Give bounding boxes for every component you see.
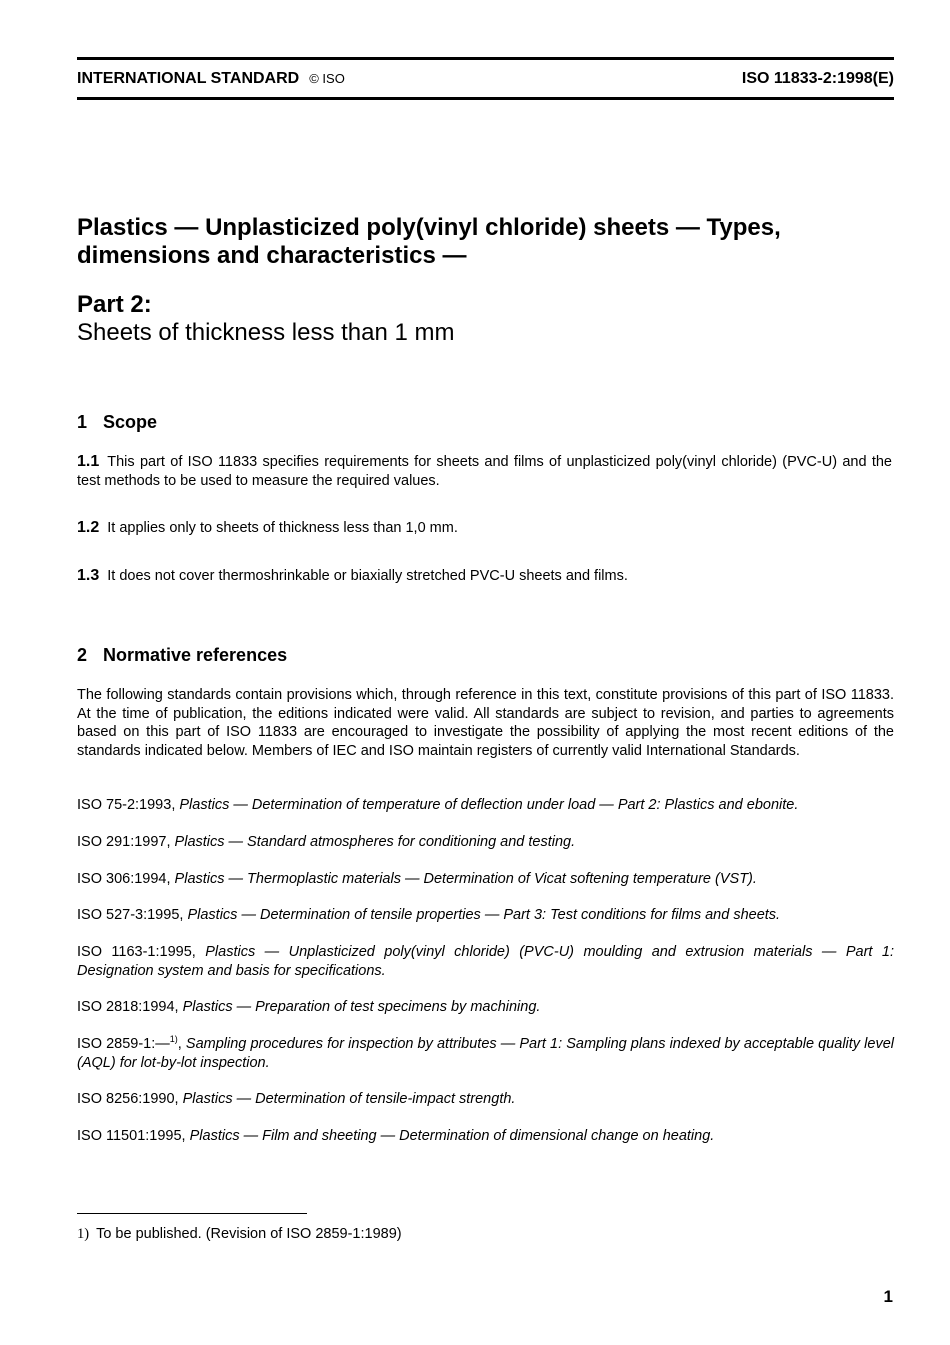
clause-number: 1.1 bbox=[77, 453, 100, 470]
reference-title: Plastics — Determination of tensile-impact strength. bbox=[182, 1091, 516, 1107]
reference-item bbox=[77, 870, 894, 889]
document-title bbox=[77, 214, 907, 270]
section-1-heading bbox=[77, 411, 157, 433]
footnote bbox=[77, 1225, 402, 1243]
title-line-2: dimensions and characteristics — bbox=[77, 242, 467, 269]
section-2-title: Normative references bbox=[103, 645, 288, 665]
header-copyright: © ISO bbox=[309, 71, 345, 86]
reference-title: Plastics — Determination of tensile properties — Part 3: Test conditions for films and sheets. bbox=[187, 907, 781, 923]
reference-item bbox=[77, 833, 894, 852]
title-line-1: Plastics — Unplasticized poly(vinyl chloride) sheets — Types, bbox=[77, 214, 781, 241]
section-1-number: 1 bbox=[77, 412, 88, 432]
part-title: Sheets of thickness less than 1 mm bbox=[77, 319, 455, 346]
header-bottom-rule bbox=[77, 97, 894, 100]
reference-code: ISO 8256:1990, bbox=[77, 1091, 179, 1107]
clause-text: This part of ISO 11833 specifies requirements for sheets and films of unplasticized poly(vinyl chloride) (PVC-U) and the test methods to be used to measure the required values. bbox=[77, 454, 892, 489]
reference-punctuation: , bbox=[177, 1036, 182, 1052]
reference-item bbox=[77, 943, 894, 980]
reference-item bbox=[77, 1127, 894, 1146]
reference-title: Plastics — Determination of temperature of deflection under load — Part 2: Plastics and ebonite. bbox=[179, 797, 799, 813]
header-designation: ISO 11833-2:1998(E) bbox=[741, 70, 894, 87]
section-2-number: 2 bbox=[77, 645, 88, 665]
reference-title: Plastics — Preparation of test specimens by machining. bbox=[182, 999, 541, 1015]
footnote-separator bbox=[77, 1213, 307, 1214]
clause-1-3 bbox=[77, 566, 892, 586]
reference-code: ISO 2818:1994, bbox=[77, 999, 179, 1015]
clause-number: 1.2 bbox=[77, 519, 100, 536]
reference-code: ISO 306:1994, bbox=[77, 871, 171, 887]
part-block bbox=[77, 291, 455, 347]
clause-number: 1.3 bbox=[77, 567, 100, 584]
reference-item bbox=[77, 1090, 894, 1109]
footnote-text: To be published. (Revision of ISO 2859-1:1989) bbox=[96, 1226, 402, 1242]
reference-code: ISO 11501:1995, bbox=[77, 1128, 186, 1144]
reference-item bbox=[77, 796, 894, 815]
clause-text: It does not cover thermoshrinkable or biaxially stretched PVC-U sheets and films. bbox=[107, 568, 628, 584]
footnote-marker: 1) bbox=[169, 1034, 178, 1044]
section-1-title: Scope bbox=[103, 412, 158, 432]
reference-item bbox=[77, 1035, 894, 1072]
clause-text: It applies only to sheets of thickness less than 1,0 mm. bbox=[107, 520, 458, 536]
section-2-heading bbox=[77, 644, 287, 666]
reference-item bbox=[77, 906, 894, 925]
header-top-rule bbox=[77, 57, 894, 60]
footnote-number: 1) bbox=[77, 1226, 90, 1242]
header-label: INTERNATIONAL STANDARD bbox=[77, 70, 300, 87]
part-label: Part 2: bbox=[77, 291, 152, 318]
clause-1-1 bbox=[77, 452, 892, 491]
reference-title: Plastics — Unplasticized poly(vinyl chloride) (PVC-U) moulding and extrusion materials — Part 1: Designation system and basis for specifications. bbox=[77, 944, 894, 979]
clause-1-2 bbox=[77, 518, 892, 538]
reference-title: Plastics — Standard atmospheres for conditioning and testing. bbox=[174, 834, 576, 850]
reference-title: Plastics — Film and sheeting — Determination of dimensional change on heating. bbox=[189, 1128, 715, 1144]
header-left bbox=[77, 69, 345, 89]
page-number: 1 bbox=[883, 1287, 893, 1306]
reference-title: Plastics — Thermoplastic materials — Determination of Vicat softening temperature (VST). bbox=[174, 871, 757, 887]
reference-code: ISO 75-2:1993, bbox=[77, 797, 176, 813]
reference-code: ISO 2859-1:— bbox=[77, 1036, 170, 1052]
reference-title: Sampling procedures for inspection by attributes — Part 1: Sampling plans indexed by acceptable quality level (AQL) for lot-by-lot inspection. bbox=[77, 1036, 894, 1071]
reference-code: ISO 527-3:1995, bbox=[77, 907, 184, 923]
reference-code: ISO 1163-1:1995, bbox=[77, 944, 196, 960]
reference-item bbox=[77, 998, 894, 1017]
normative-intro: The following standards contain provisions which, through reference in this text, constitute provisions of this part of ISO 11833. At the time of publication, the editions indicated were valid. All standards are subject to revision, and parties to agreements based on this part of ISO 11833 are encouraged to investigate the possibility of applying the most recent editions of the standards indicated below. Members of IEC and ISO maintain registers of currently valid International Standards. bbox=[77, 687, 894, 759]
reference-code: ISO 291:1997, bbox=[77, 834, 171, 850]
